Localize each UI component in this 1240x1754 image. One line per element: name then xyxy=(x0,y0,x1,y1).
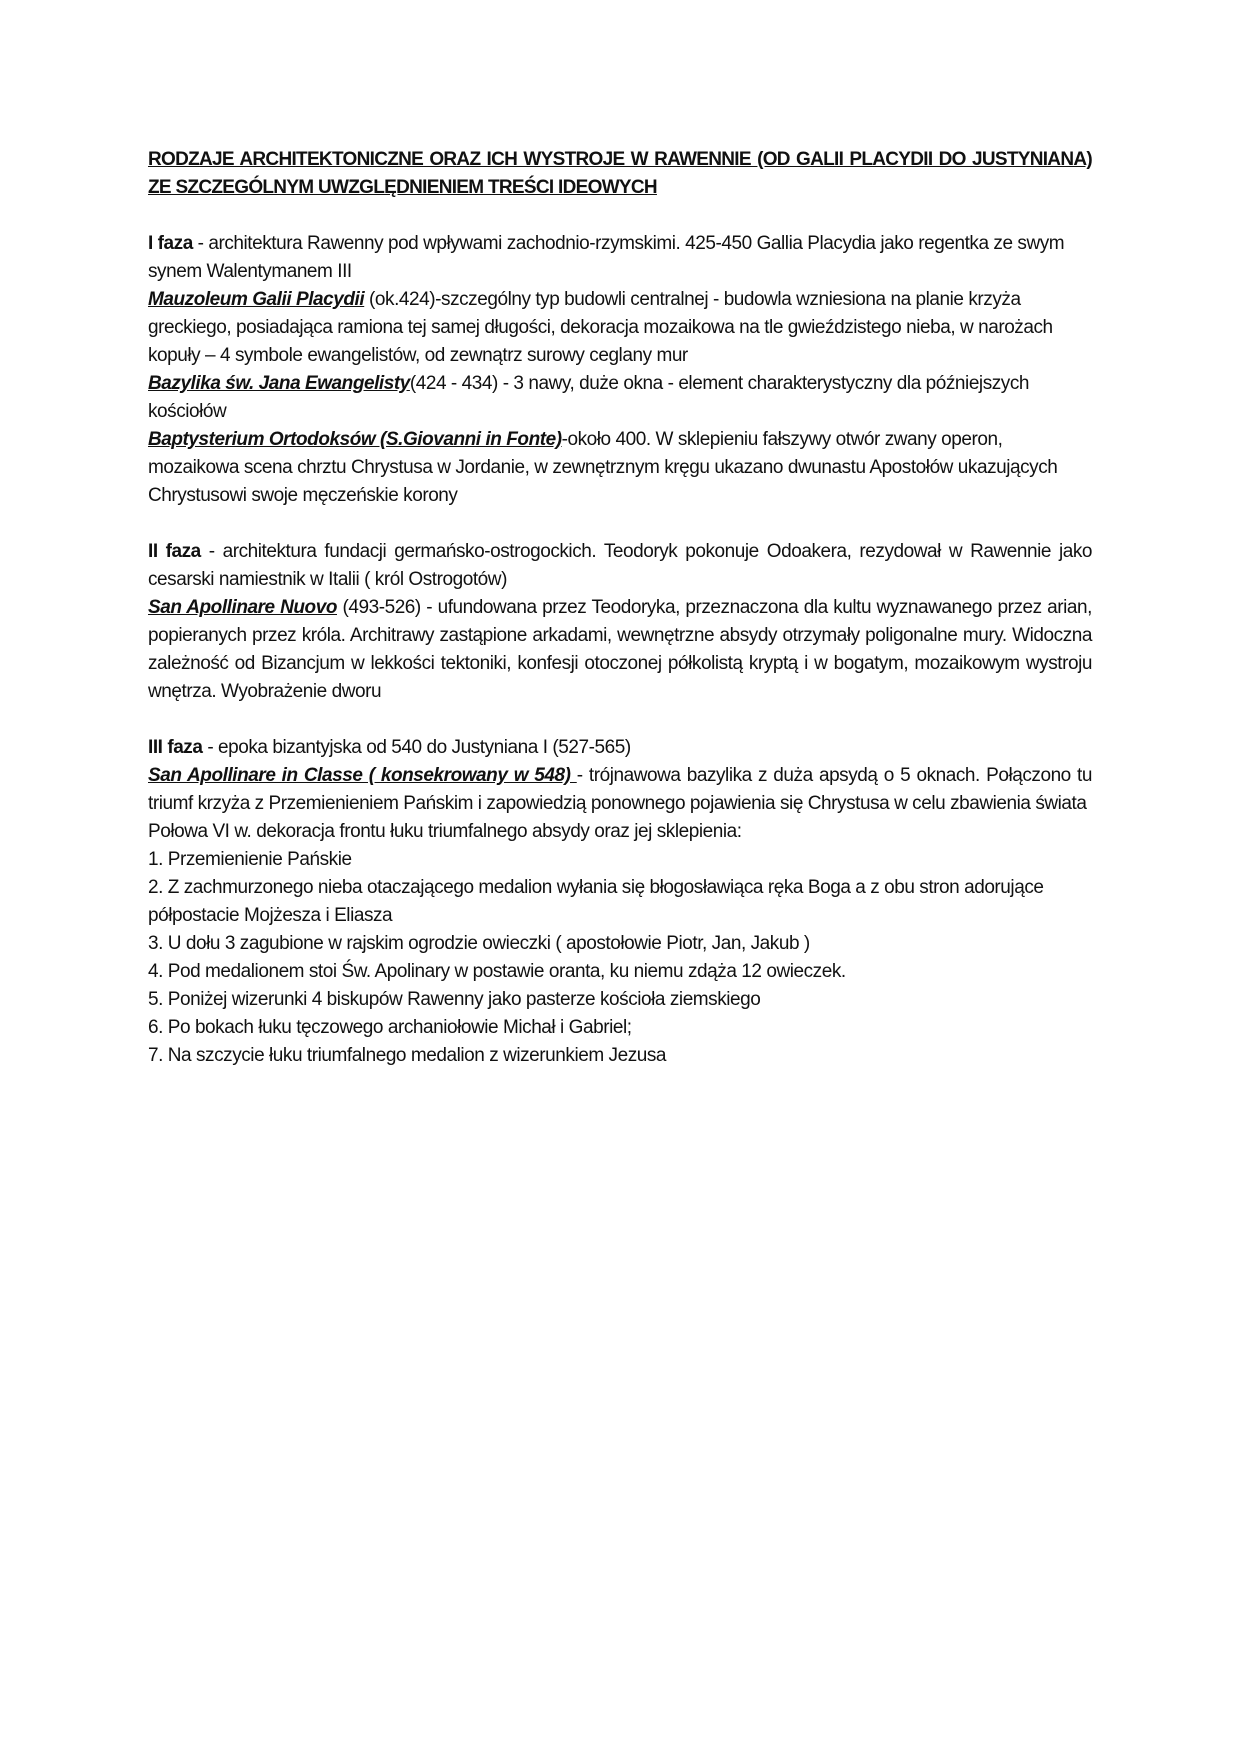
entry-apollinare-nuovo xyxy=(148,594,1092,706)
phase1-label: I faza xyxy=(148,233,193,254)
entry-bazylika-name: Bazylika św. Jana Ewangelisty xyxy=(148,373,410,394)
entry-bazylika-text: (424 - 434) - 3 nawy, duże okna - element charakterystyczny dla późniejszych kościołów xyxy=(148,373,1030,422)
list-item: 5. Poniżej wizerunki 4 biskupów Rawenny jako pasterze kościoła ziemskiego xyxy=(148,989,761,1010)
list-item: 6. Po bokach łuku tęczowego archaniołowie Michał i Gabriel; xyxy=(148,1017,632,1038)
list-item: 4. Pod medalionem stoi Św. Apolinary w postawie oranta, ku niemu zdąża 12 owieczek. xyxy=(148,961,846,982)
phase3-paragraph xyxy=(148,734,1092,762)
spacer xyxy=(148,510,1092,538)
entry-apollinare-nuovo-name: San Apollinare Nuovo xyxy=(148,597,337,618)
phase3-label: III faza xyxy=(148,737,203,758)
entry-baptysterium-text: -około 400. W sklepieniu fałszywy otwór zwany operon, mozaikowa scena chrztu Chrystusa w Jordanie, w zewnętrznym kręgu ukazano dwunastu Apostołów ukazujących Chrystusowi swoje męczeńskie korony xyxy=(148,429,1058,506)
entry-apollinare-classe-text: - trójnawowa bazylika z duża apsydą o 5 oknach. Połączono tu triumf krzyża z Przemienieniem Pańskim i zapowiedzią ponownego pojawienia się Chrystusa w celu zbawienia świata xyxy=(148,765,1092,814)
list-item: 7. Na szczycie łuku triumfalnego medalion z wizerunkiem Jezusa xyxy=(148,1045,667,1066)
entry-bazylika xyxy=(148,370,1092,426)
document-title: RODZAJE ARCHITEKTONICZNE ORAZ ICH WYSTROJE W RAWENNIE (OD GALII PLACYDII DO JUSTYNIANA) ZE SZCZEGÓLNYM UWZGLĘDNIENIEM TREŚCI IDEOWYCH xyxy=(148,149,1092,198)
phase2-label: II faza xyxy=(148,541,201,562)
document-page xyxy=(148,146,1092,1070)
list-intro: Połowa VI w. dekoracja frontu łuku triumfalnego absydy oraz jej sklepienia: xyxy=(148,821,742,842)
list-item: 3. U dołu 3 zagubione w rajskim ogrodzie owieczki ( apostołowie Piotr, Jan, Jakub ) xyxy=(148,933,810,954)
entry-apollinare-classe xyxy=(148,762,1092,818)
entry-baptysterium-name: Baptysterium Ortodoksów (S.Giovanni in Fonte) xyxy=(148,429,562,450)
entry-mauzoleum xyxy=(148,286,1092,370)
spacer xyxy=(148,706,1092,734)
phase1-paragraph xyxy=(148,230,1092,286)
phase2-intro: - architektura fundacji germańsko-ostrogockich. Teodoryk pokonuje Odoakera, rezydował w Rawennie jako cesarski namiestnik w Italii ( król Ostrogotów) xyxy=(148,541,1092,590)
entry-apollinare-nuovo-text: (493-526) - ufundowana przez Teodoryka, przeznaczona dla kultu wyznawanego przez arian, popieranych przez króla. Architrawy zastąpione arkadami, wewnętrzne absydy otrzymały poligonalne mury. Widoczna zależność od Bizancjum w lekkości tektoniki, konfesji otoczonej półkolistą kryptą i w bogatym, mozaikowym wystroju wnętrza. Wyobrażenie dworu xyxy=(148,597,1092,702)
phase2-paragraph xyxy=(148,538,1092,594)
list-item: 2. Z zachmurzonego nieba otaczającego medalion wyłania się błogosławiąca ręka Boga a z obu stron adorujące półpostacie Mojżesza i Eliasza xyxy=(148,877,1044,926)
decoration-list xyxy=(148,846,1092,1070)
entry-mauzoleum-name: Mauzoleum Galii Placydii xyxy=(148,289,365,310)
entry-baptysterium xyxy=(148,426,1092,510)
entry-apollinare-classe-name: San Apollinare in Classe ( konsekrowany w 548) xyxy=(148,765,577,786)
phase1-intro: - architektura Rawenny pod wpływami zachodnio-rzymskimi. 425-450 Gallia Placydia jako regentka ze swym synem Walentymanem III xyxy=(148,233,1065,282)
phase3-intro: - epoka bizantyjska od 540 do Justyniana I (527-565) xyxy=(202,737,631,758)
list-item: 1. Przemienienie Pańskie xyxy=(148,849,352,870)
entry-mauzoleum-text: (ok.424)-szczególny typ budowli centralnej - budowla wzniesiona na planie krzyża greckiego, posiadająca ramiona tej samej długości, dekoracja mozaikowa na tle gwieździstego nieba, w narożach kopuły – 4 symbole ewangelistów, od zewnątrz surowy ceglany mur xyxy=(148,289,1053,366)
